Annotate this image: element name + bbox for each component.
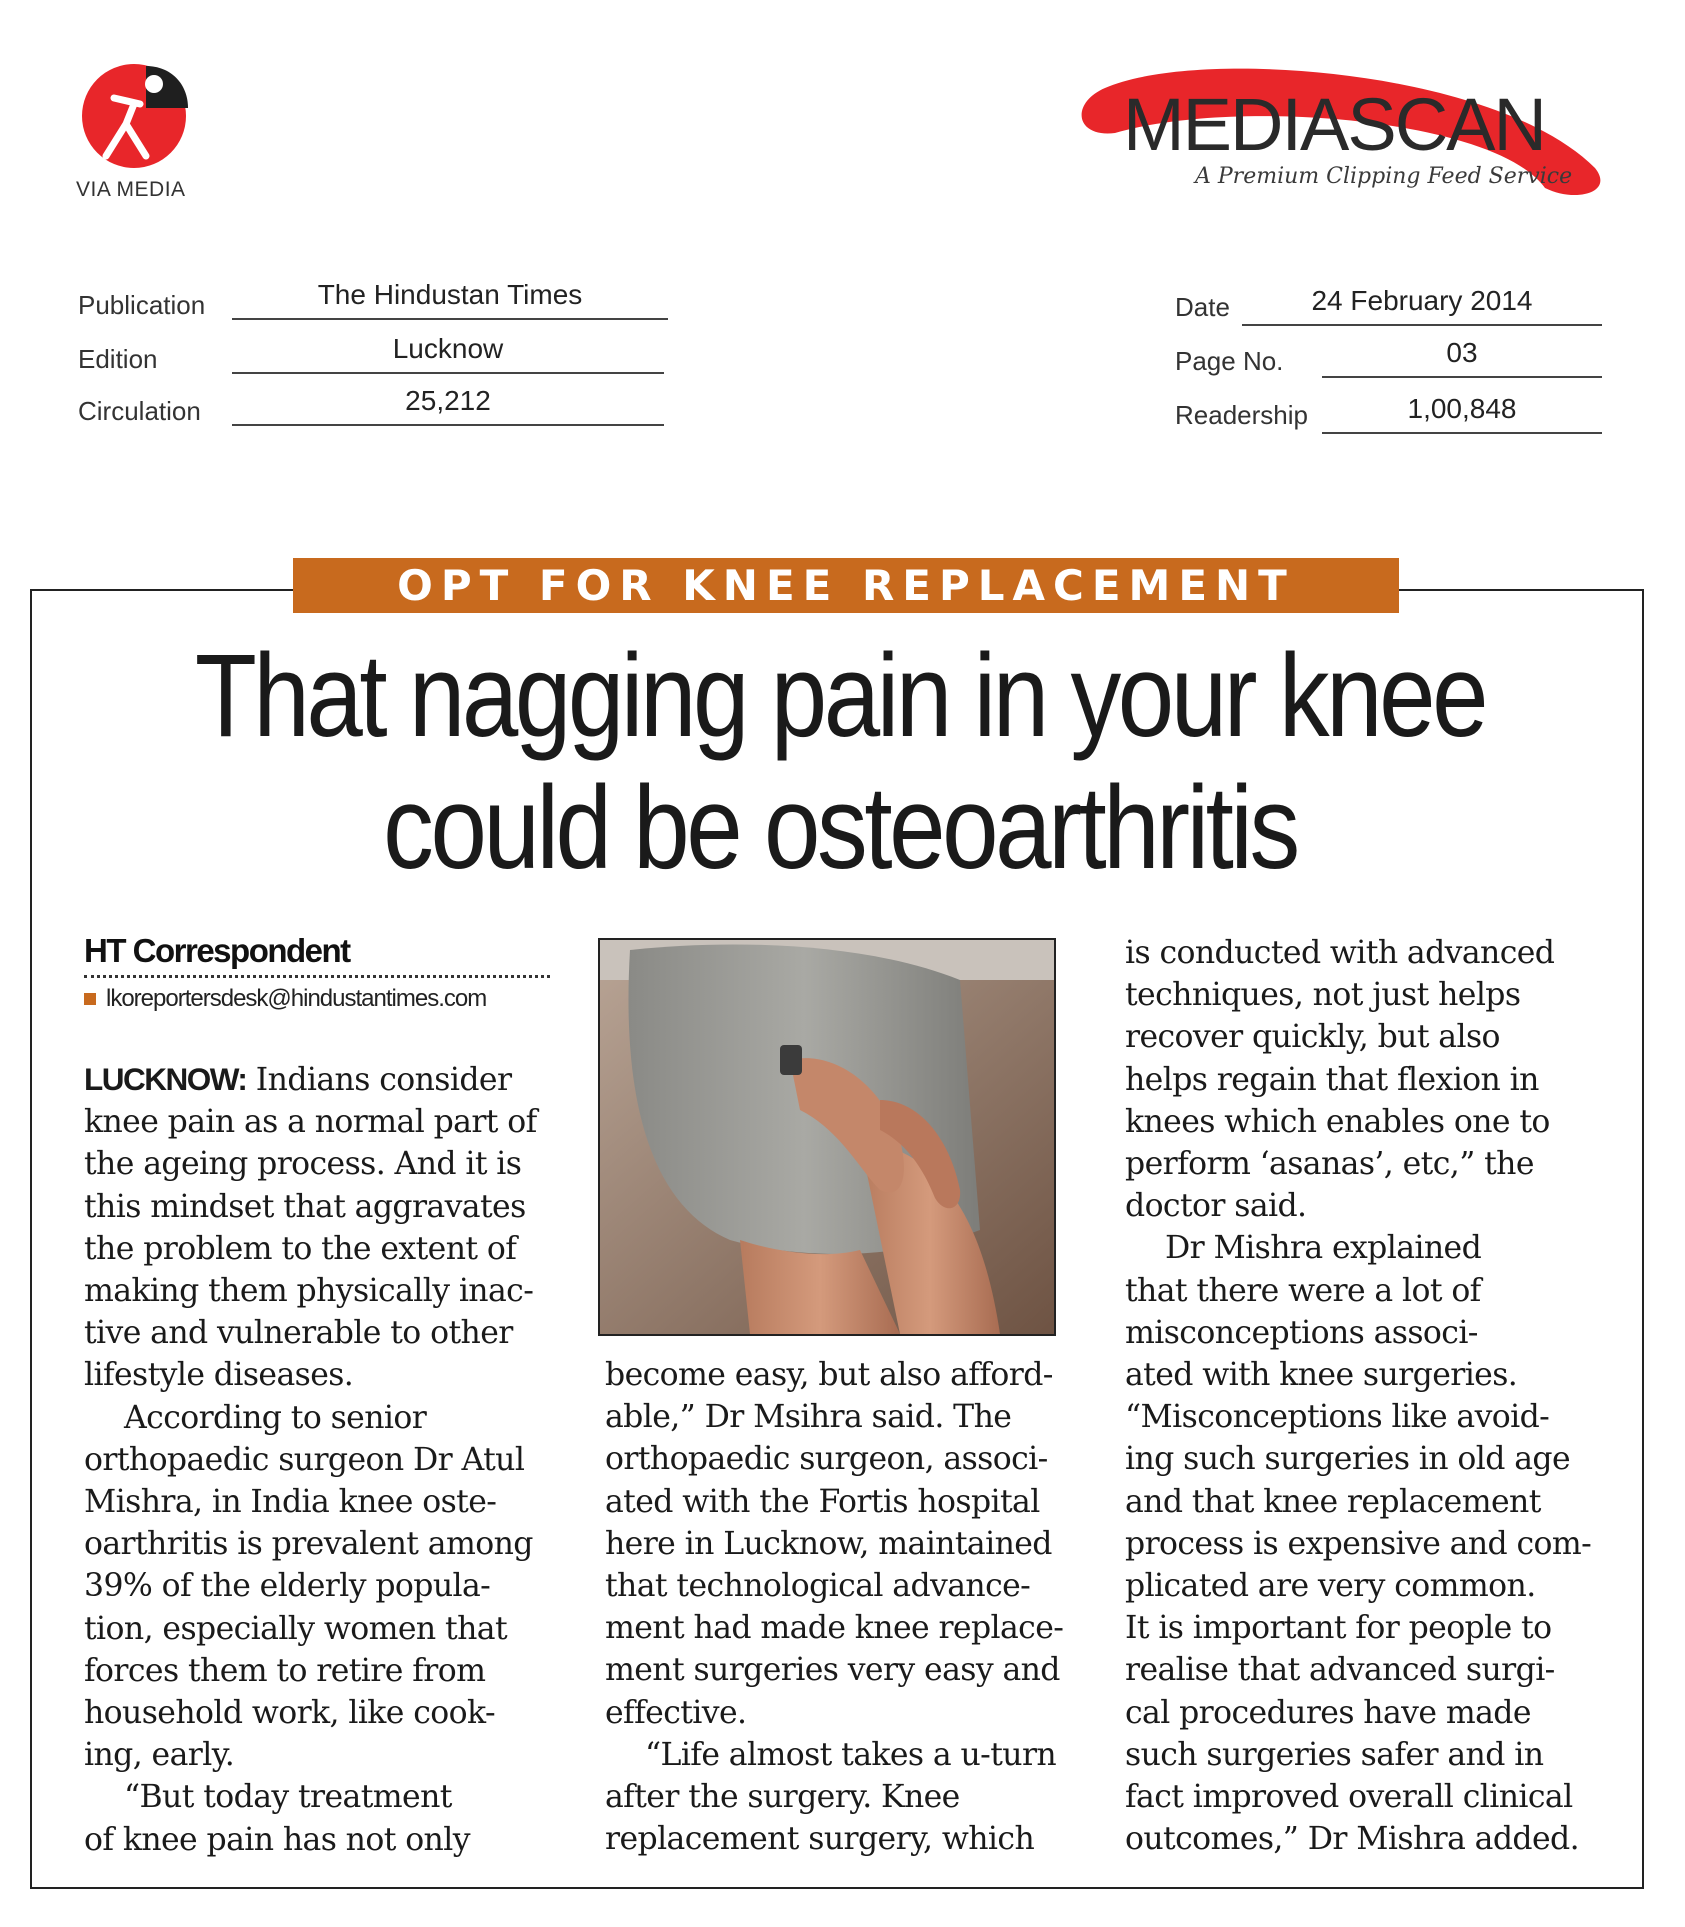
circulation-value: 25,212 [232, 378, 664, 426]
page-no-label: Page No. [1175, 346, 1284, 376]
column-line: tion, especially women that [84, 1610, 508, 1647]
byline: HT Correspondent [84, 932, 350, 969]
column-line: perform ‘asanas’, etc,” the [1125, 1146, 1534, 1183]
email-address[interactable]: lkoreportersdesk@hindustantimes.com [106, 985, 487, 1012]
column-line: lifestyle diseases. [84, 1357, 354, 1394]
column-line: realise that advanced surgi- [1125, 1652, 1555, 1689]
knee-pain-photo-icon [600, 940, 1054, 1334]
column-line: ing such surgeries in old age [1125, 1441, 1570, 1478]
column-line: doctor said. [1125, 1188, 1307, 1225]
byline-divider [84, 975, 550, 978]
column-line: oarthritis is prevalent among [84, 1526, 533, 1563]
headline-line-2: could be osteoarthritis [383, 762, 1297, 894]
date-value: 24 February 2014 [1242, 278, 1602, 326]
column-line: after the surgery. Knee [605, 1779, 960, 1816]
date-label: Date [1175, 292, 1230, 322]
column-line: fact improved overall clinical [1125, 1779, 1573, 1816]
column-line: knee pain as a normal part of [84, 1104, 537, 1141]
email-row [84, 985, 486, 1013]
column-line: ing, early. [84, 1737, 235, 1774]
via-media-emblem-icon [76, 58, 196, 170]
column-line: ated with the Fortis hospital [605, 1483, 1040, 1520]
article-column-3 [1125, 932, 1591, 1860]
column-line: “But today treatment [124, 1779, 452, 1816]
column-line: recover quickly, but also [1125, 1019, 1500, 1056]
column-line: “Misconceptions like avoid- [1125, 1399, 1550, 1436]
column-line: ated with knee surgeries. [1125, 1357, 1518, 1394]
knee-pain-photo [598, 938, 1056, 1336]
column-line: here in Lucknow, maintained [605, 1525, 1052, 1562]
column-line: It is important for people to [1125, 1610, 1552, 1647]
column-line: Mishra, in India knee oste- [84, 1484, 497, 1521]
column-line: forces them to retire from [84, 1652, 486, 1689]
column-line: techniques, not just helps [1125, 977, 1521, 1014]
column-line: household work, like cook- [84, 1695, 495, 1732]
circulation-label: Circulation [78, 396, 201, 426]
headline-line-1: That nagging pain in your knee [194, 630, 1486, 762]
column-line: effective. [605, 1694, 747, 1731]
mediascan-name: MEDIASCAN [1123, 83, 1545, 166]
mediascan-tagline: A Premium Clipping Feed Service [1195, 164, 1573, 189]
page-no-value: 03 [1322, 330, 1602, 378]
column-line: that technological advance- [605, 1568, 1031, 1605]
readership-value: 1,00,848 [1322, 386, 1602, 434]
column-line: able,” Dr Msihra said. The [605, 1399, 1012, 1436]
column-line: plicated are very common. [1125, 1568, 1536, 1605]
via-media-logo [76, 58, 196, 202]
column-line: and that knee replacement [1125, 1483, 1541, 1520]
column-line: orthopaedic surgeon Dr Atul [84, 1441, 525, 1478]
bullet-square-icon [84, 993, 96, 1005]
column-line: ment surgeries very easy and [605, 1652, 1060, 1689]
column-line: the ageing process. And it is [84, 1146, 522, 1183]
column-line: cal procedures have made [1125, 1694, 1531, 1731]
column-line: is conducted with advanced [1125, 935, 1555, 971]
mediascan-logo [1075, 58, 1615, 208]
column-line: 39% of the elderly popula- [84, 1568, 491, 1605]
article-headline [169, 630, 1511, 894]
column-line: such surgeries safer and in [1125, 1736, 1544, 1773]
column-line: ment had made knee replace- [605, 1610, 1064, 1647]
article-kicker: OPT FOR KNEE REPLACEMENT [293, 558, 1399, 613]
column-line: this mindset that aggravates [84, 1188, 526, 1225]
via-media-text: VIA MEDIA [76, 178, 186, 201]
column-line: of knee pain has not only [84, 1821, 470, 1858]
article-column-1 [84, 1058, 537, 1861]
edition-value: Lucknow [232, 326, 664, 374]
column-line: “Life almost takes a u-turn [645, 1736, 1057, 1773]
column-line: misconceptions associ- [1125, 1314, 1478, 1351]
publication-value: The Hindustan Times [232, 272, 668, 320]
column-line: become easy, but also afford- [605, 1357, 1053, 1393]
dateline: LUCKNOW: [84, 1061, 247, 1097]
publication-label: Publication [78, 290, 206, 320]
readership-label: Readership [1175, 400, 1308, 430]
column-line: the problem to the extent of [84, 1230, 517, 1267]
column-line: making them physically inac- [84, 1273, 534, 1310]
article-column-2 [605, 1354, 1063, 1860]
column-line: outcomes,” Dr Mishra added. [1125, 1821, 1580, 1858]
column-line: Dr Mishra explained [1165, 1230, 1482, 1267]
column-line: knees which enables one to [1125, 1103, 1550, 1140]
column-line: orthopaedic surgeon, associ- [605, 1441, 1048, 1478]
column-line: replacement surgery, which [605, 1821, 1035, 1858]
column-line: LUCKNOW: Indians consider [84, 1061, 512, 1098]
edition-label: Edition [78, 344, 158, 374]
column-line: process is expensive and com- [1125, 1525, 1592, 1562]
column-line: helps regain that flexion in [1125, 1061, 1539, 1098]
column-line: that there were a lot of [1125, 1272, 1481, 1309]
column-line: According to senior [124, 1399, 427, 1436]
column-line: tive and vulnerable to other [84, 1315, 513, 1352]
